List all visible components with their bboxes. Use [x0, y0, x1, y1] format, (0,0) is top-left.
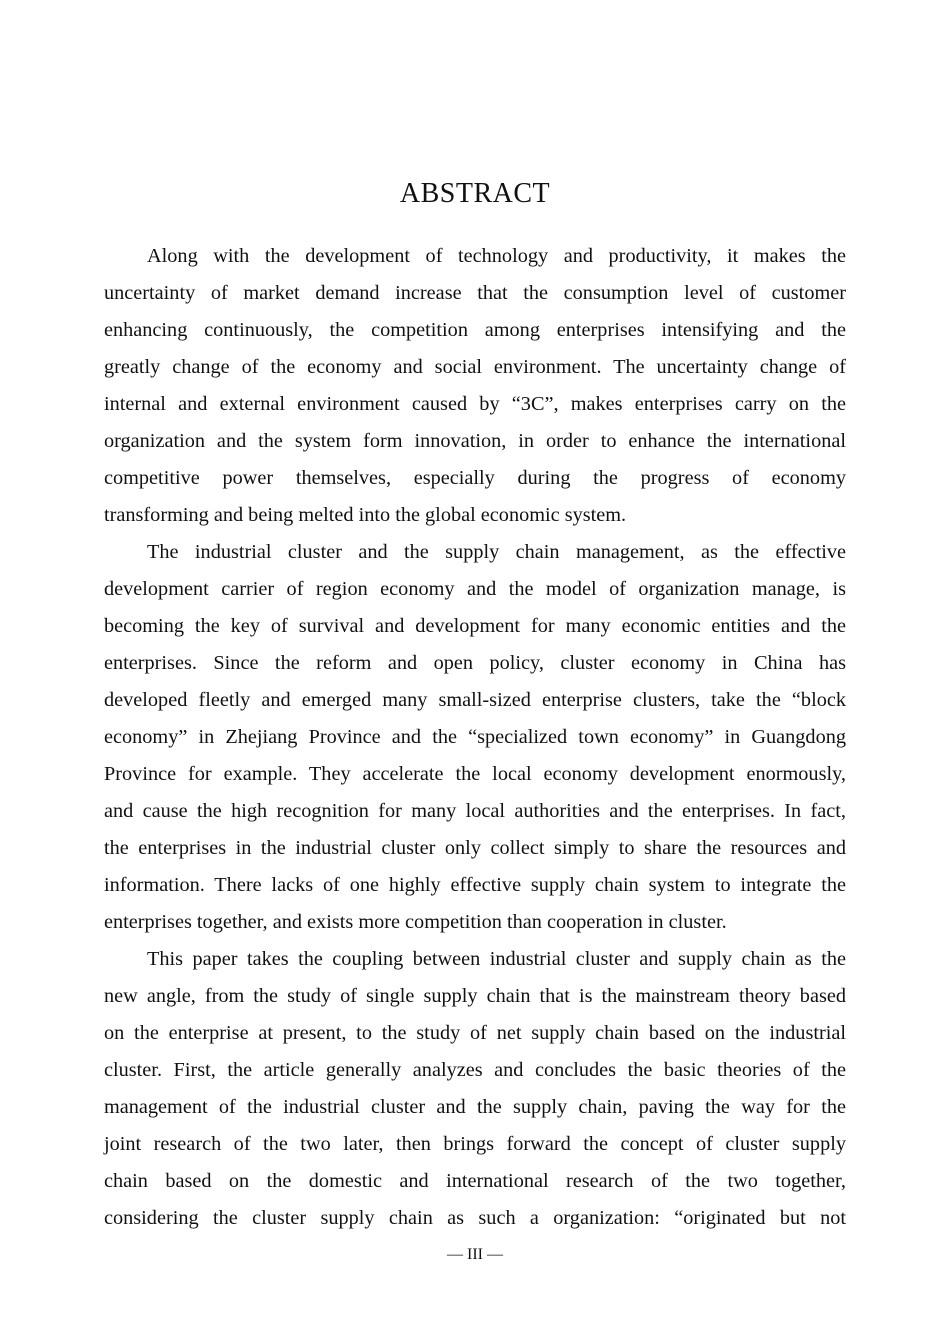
text-line: joint research of the two later, then brings forward the concept of cluster supply [104, 1133, 846, 1155]
text-line: uncertainty of market demand increase that the consumption level of customer [104, 282, 846, 304]
text-line: becoming the key of survival and development for many economic entities and the [104, 615, 846, 637]
text-line: new angle, from the study of single supply chain that is the mainstream theory based [104, 985, 846, 1007]
text-line: This paper takes the coupling between industrial cluster and supply chain as the [147, 948, 846, 970]
text-line: management of the industrial cluster and the supply chain, paving the way for the [104, 1096, 846, 1118]
text-line: internal and external environment caused by “3C”, makes enterprises carry on the [104, 393, 846, 415]
text-line: chain based on the domestic and international research of the two together, [104, 1170, 846, 1192]
text-line: Along with the development of technology and productivity, it makes the [147, 245, 846, 267]
text-line: developed fleetly and emerged many small-sized enterprise clusters, take the “block [104, 689, 846, 711]
text-line: cluster. First, the article generally analyzes and concludes the basic theories of the [104, 1059, 846, 1081]
page-title: ABSTRACT [399, 178, 551, 209]
text-line: competitive power themselves, especially during the progress of economy [104, 467, 846, 489]
abstract-paragraph [104, 941, 846, 1237]
text-line: information. There lacks of one highly effective supply chain system to integrate the [104, 874, 846, 896]
text-line: The industrial cluster and the supply chain management, as the effective [147, 541, 846, 563]
text-line: economy” in Zhejiang Province and the “specialized town economy” in Guangdong [104, 726, 846, 748]
text-line: considering the cluster supply chain as such a organization: “originated but not [104, 1207, 846, 1229]
text-line: greatly change of the economy and social environment. The uncertainty change of [104, 356, 846, 378]
abstract-paragraph [104, 238, 846, 534]
text-line: transforming and being melted into the global economic system. [104, 504, 627, 526]
text-line: enterprises together, and exists more competition than cooperation in cluster. [104, 911, 727, 933]
text-line: enhancing continuously, the competition among enterprises intensifying and the [104, 319, 846, 341]
abstract-body [104, 238, 846, 1237]
text-line: on the enterprise at present, to the study of net supply chain based on the industrial [104, 1022, 846, 1044]
text-line: development carrier of region economy and the model of organization manage, is [104, 578, 846, 600]
abstract-paragraph [104, 534, 846, 941]
page-number: — III — [447, 1246, 503, 1263]
text-line: and cause the high recognition for many local authorities and the enterprises. In fact, [104, 800, 846, 822]
text-line: organization and the system form innovation, in order to enhance the international [104, 430, 846, 452]
text-line: the enterprises in the industrial cluster only collect simply to share the resources and [104, 837, 846, 859]
text-line: Province for example. They accelerate the local economy development enormously, [104, 763, 846, 785]
text-line: enterprises. Since the reform and open policy, cluster economy in China has [104, 652, 846, 674]
